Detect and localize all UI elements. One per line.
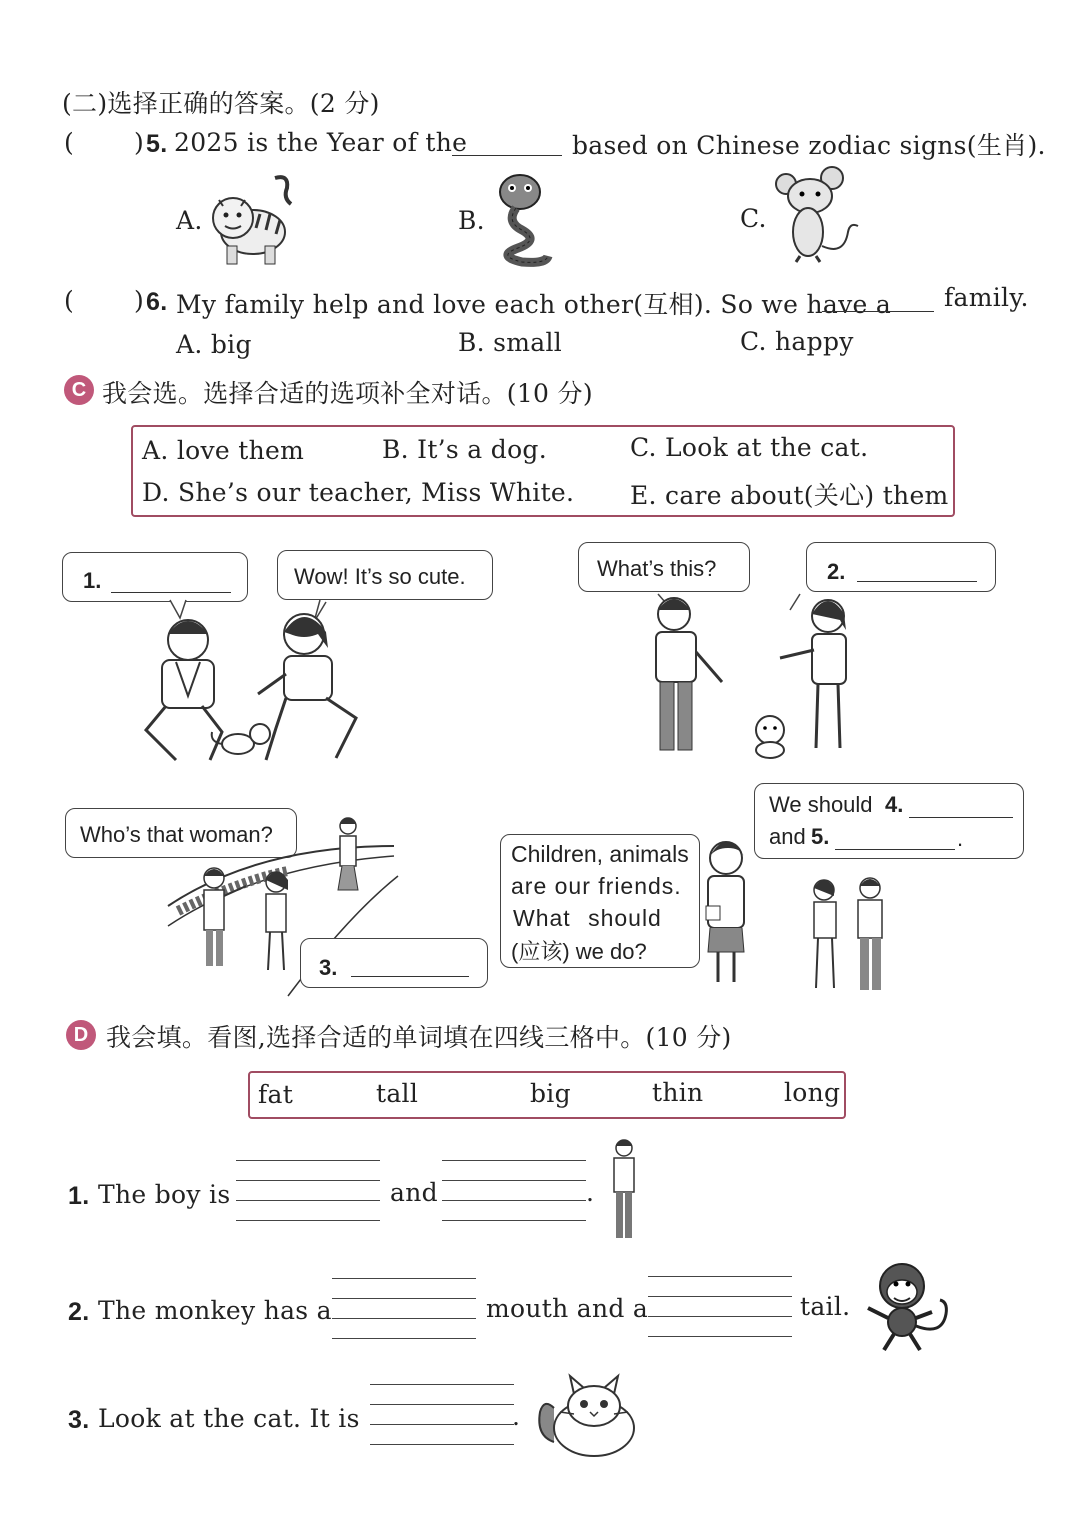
speech-bubble-1	[62, 552, 248, 602]
section-d-badge: D	[66, 1020, 96, 1050]
sentence-1-text-b: and	[390, 1178, 438, 1207]
fat-cat-icon	[534, 1372, 640, 1460]
q6-option-b: B. small	[458, 328, 563, 357]
sentence-1-text-a: The boy is	[98, 1180, 231, 1209]
bubble-3-number: 3.	[319, 955, 338, 980]
q5-answer-blank[interactable]	[452, 154, 562, 156]
bubble-wow-text: Wow! It’s so cute.	[294, 564, 466, 589]
mouse-icon	[772, 166, 862, 266]
q5-number: 5.	[146, 130, 168, 158]
bubble-5-number: 5.	[811, 824, 830, 849]
bubble-whats-this-text: What’s this?	[597, 556, 717, 581]
bubble-who-text: Who’s that woman?	[80, 822, 273, 847]
speech-bubble-we-should: We should 4. and 5. .	[754, 783, 1024, 859]
sentence-1-period: .	[586, 1178, 595, 1207]
bubble-2-number: 2.	[827, 559, 846, 584]
sentence-1-number: 1.	[68, 1182, 90, 1210]
option-b: B. It’s a dog.	[382, 435, 547, 464]
bubble-and-text: and	[769, 824, 806, 849]
option-e: E. care about(关心) them	[630, 481, 949, 510]
q5-paren-open: (	[64, 128, 75, 157]
word-big: big	[530, 1079, 571, 1108]
q6-paren-close: )	[134, 286, 145, 315]
bubble-5-answer-blank[interactable]	[835, 848, 955, 850]
speech-bubble-whats-this	[578, 542, 750, 592]
q5-text-after: based on Chinese zodiac signs(生肖).	[572, 131, 1046, 160]
sentence-2-text-c: tail.	[800, 1292, 851, 1321]
word-long: long	[784, 1078, 841, 1107]
sentence-2-text-a: The monkey has a	[98, 1296, 332, 1325]
tall-thin-boy-icon	[604, 1138, 644, 1242]
q6-option-a: A. big	[176, 330, 252, 359]
snake-icon	[492, 170, 552, 265]
sentence-2-writing-lines-2[interactable]	[648, 1276, 792, 1336]
part2-header: (二)选择正确的答案。(2 分)	[62, 89, 380, 118]
speech-bubble-2	[806, 542, 996, 592]
section-d-title: 我会填。看图,选择合适的单词填在四线三格中。(10 分)	[106, 1023, 732, 1052]
bubble-4-number: 4.	[885, 792, 904, 817]
scene-boy-girl-dog	[640, 592, 880, 764]
option-d: D. She’s our teacher, Miss White.	[142, 478, 575, 507]
teacher-figure	[696, 836, 760, 986]
speech-bubble-wow	[277, 550, 493, 600]
bubble-children-line-3: What should	[513, 905, 662, 931]
bubble-4-answer-blank[interactable]	[909, 816, 1013, 818]
two-students-figure	[804, 876, 894, 996]
bubble-children-line-1: Children, animals	[511, 841, 689, 867]
q5-option-b: B.	[458, 206, 485, 235]
speech-bubble-3	[300, 938, 488, 988]
option-c: C. Look at the cat.	[630, 433, 869, 462]
q6-number: 6.	[146, 288, 168, 316]
sentence-1-writing-lines-2[interactable]	[442, 1160, 586, 1220]
tiger-icon	[205, 170, 300, 270]
sentence-2-text-b: mouth and a	[486, 1294, 649, 1323]
sentence-1-writing-lines-1[interactable]	[236, 1160, 380, 1220]
bubble-1-number: 1.	[83, 568, 102, 593]
section-c-badge: C	[64, 375, 94, 405]
sentence-2-writing-lines-1[interactable]	[332, 1278, 476, 1338]
q6-paren-open: (	[64, 286, 75, 315]
q5-option-c: C.	[740, 204, 767, 233]
bubble-1-answer-blank[interactable]	[111, 591, 231, 593]
speech-bubble-children	[500, 834, 700, 968]
word-tall: tall	[376, 1079, 419, 1108]
word-fat: fat	[258, 1080, 294, 1109]
sentence-3-period: .	[512, 1402, 521, 1431]
q5-text-before: 2025 is the Year of the	[174, 128, 468, 157]
q6-answer-blank[interactable]	[822, 310, 934, 312]
q6-text-before: My family help and love each other(互相). So we have a	[176, 290, 892, 319]
bubble-2-answer-blank[interactable]	[857, 580, 977, 582]
section-c-title: 我会选。选择合适的选项补全对话。(10 分)	[102, 379, 593, 408]
option-a: A. love them	[142, 436, 305, 465]
monkey-icon	[862, 1258, 954, 1354]
q6-option-c: C. happy	[740, 327, 854, 356]
sentence-3-writing-lines[interactable]	[370, 1384, 514, 1444]
word-thin: thin	[652, 1078, 704, 1107]
bubble-we-should-text: We should	[769, 792, 873, 817]
bubble-children-line-2: are our friends.	[511, 873, 682, 899]
q6-text-after: family.	[944, 283, 1029, 312]
q5-paren-close: )	[134, 128, 145, 157]
scene-boy-girl-cat	[130, 598, 370, 770]
q5-option-a: A.	[176, 206, 203, 235]
bubble-3-answer-blank[interactable]	[351, 975, 469, 977]
bubble-children-line-4: (应该) we do?	[511, 939, 647, 964]
sentence-2-number: 2.	[68, 1298, 90, 1326]
sentence-3-number: 3.	[68, 1406, 90, 1434]
sentence-3-text-a: Look at the cat. It is	[98, 1404, 360, 1433]
